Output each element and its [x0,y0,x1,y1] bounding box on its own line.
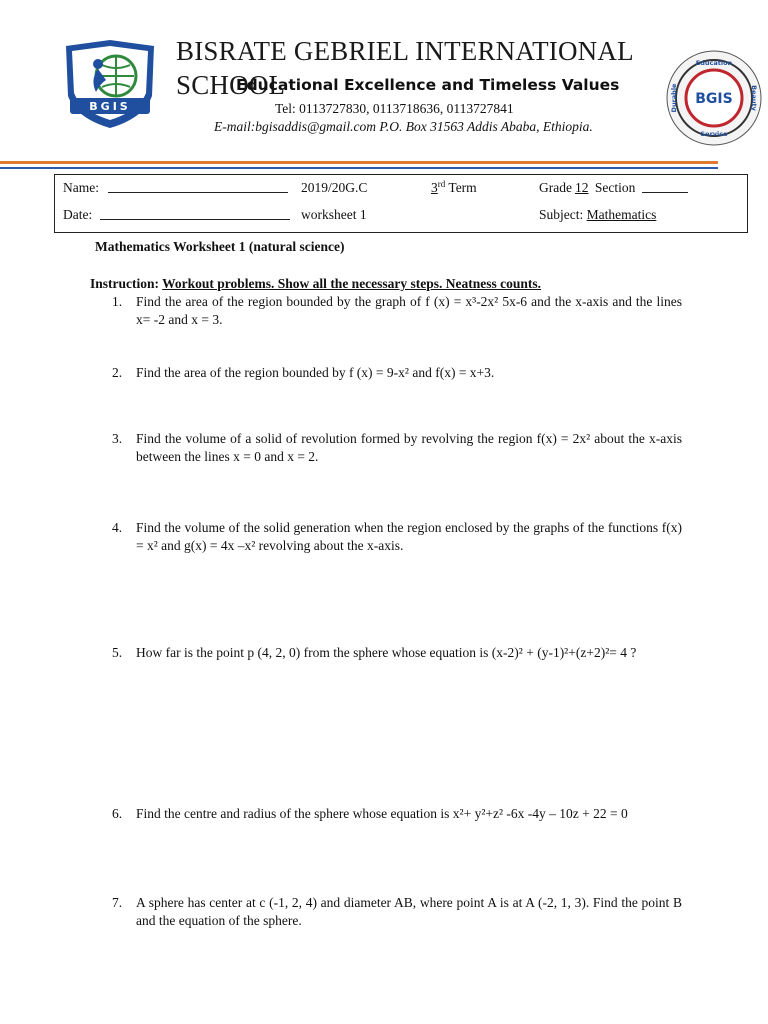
question-6 [112,805,682,823]
subject-label: Subject: [539,207,584,222]
question-text: Find the area of the region bounded by f (x) = 9-x² and f(x) = x+3. [136,365,495,380]
contact-phones: Tel: 0113727830, 0113718636, 0113727841 [275,101,514,116]
header-rule-blue [0,167,718,169]
question-text: Find the area of the region bounded by the graph of f (x) = x³-2x² 5x-6 and the x-axis and the lines x= -2 and x = 3. [136,294,682,327]
worksheet-number: worksheet 1 [301,207,367,222]
date-label: Date: [63,207,93,222]
name-field[interactable] [63,180,288,196]
name-blank[interactable] [108,180,288,193]
grade-value: 12 [574,180,589,195]
contact-email: E-mail:bgisaddis@gmail.com P.O. Box 31563 Addis Ababa, Ethiopia. [214,119,593,134]
term-number: 3 [431,180,438,195]
grade-section [539,180,688,196]
date-blank[interactable] [100,207,290,220]
seal-word-right: Beauty [750,85,758,111]
question-number: 2. [112,365,123,380]
logo-right-text: BGIS [695,91,733,107]
question-5 [112,644,682,662]
question-number: 1. [112,294,123,309]
header-rule-orange [0,161,718,164]
section-blank[interactable] [642,180,688,193]
school-tagline: Educational Excellence and Timeless Values [236,76,620,94]
question-number: 5. [112,645,123,660]
question-number: 3. [112,431,123,446]
question-2 [112,364,682,382]
seal-word-top: Education [695,59,733,67]
date-field[interactable] [63,207,290,223]
question-1 [112,293,682,329]
name-label: Name: [63,180,99,195]
instruction-label: Instruction: [90,276,160,291]
question-text: Find the volume of a solid of revolution formed by revolving the region f(x) = 2x² about the x-axis between the lines x = 0 and x = 2. [136,431,682,464]
term-label: Term [448,180,477,195]
instruction [90,276,541,292]
instruction-text: Workout problems. Show all the necessary steps. Neatness counts. [162,276,542,291]
grade-label: Grade [539,180,572,195]
question-number: 7. [112,895,123,910]
question-text: Find the centre and radius of the sphere whose equation is x²+ y²+z² -6x -4y – 10z + 22 = 0 [136,806,628,821]
question-3 [112,430,682,466]
term-suffix: rd [437,179,446,189]
question-7 [112,894,682,930]
term [431,180,477,196]
student-info-box [54,174,748,233]
question-number: 4. [112,520,123,535]
section-label: Section [594,180,636,195]
subject-value: Mathematics [586,207,657,222]
seal-word-bottom: Service [700,130,728,138]
subject [539,207,656,223]
seal-word-left: Durable [670,83,678,113]
question-4 [112,519,682,555]
school-logo-left [60,38,160,130]
question-text: A sphere has center at c (-1, 2, 4) and diameter AB, where point A is at A (-2, 1, 3). Find the point B and the equation of the sphere. [136,895,682,928]
question-number: 6. [112,806,123,821]
school-year: 2019/20G.C [301,180,368,195]
logo-left-text: BGIS [89,100,131,113]
school-seal-right [664,48,764,148]
worksheet-title: Mathematics Worksheet 1 (natural science) [95,239,345,254]
question-text: How far is the point p (4, 2, 0) from the sphere whose equation is (x-2)² + (y-1)²+(z+2)²= 4 ? [136,645,637,660]
school-name: BISRATE GEBRIEL INTERNATIONAL SCHOOL [176,36,633,100]
question-text: Find the volume of the solid generation when the region enclosed by the graphs of the functions f(x) = x² and g(x) = 4x –x² revolving about the x-axis. [136,520,682,553]
